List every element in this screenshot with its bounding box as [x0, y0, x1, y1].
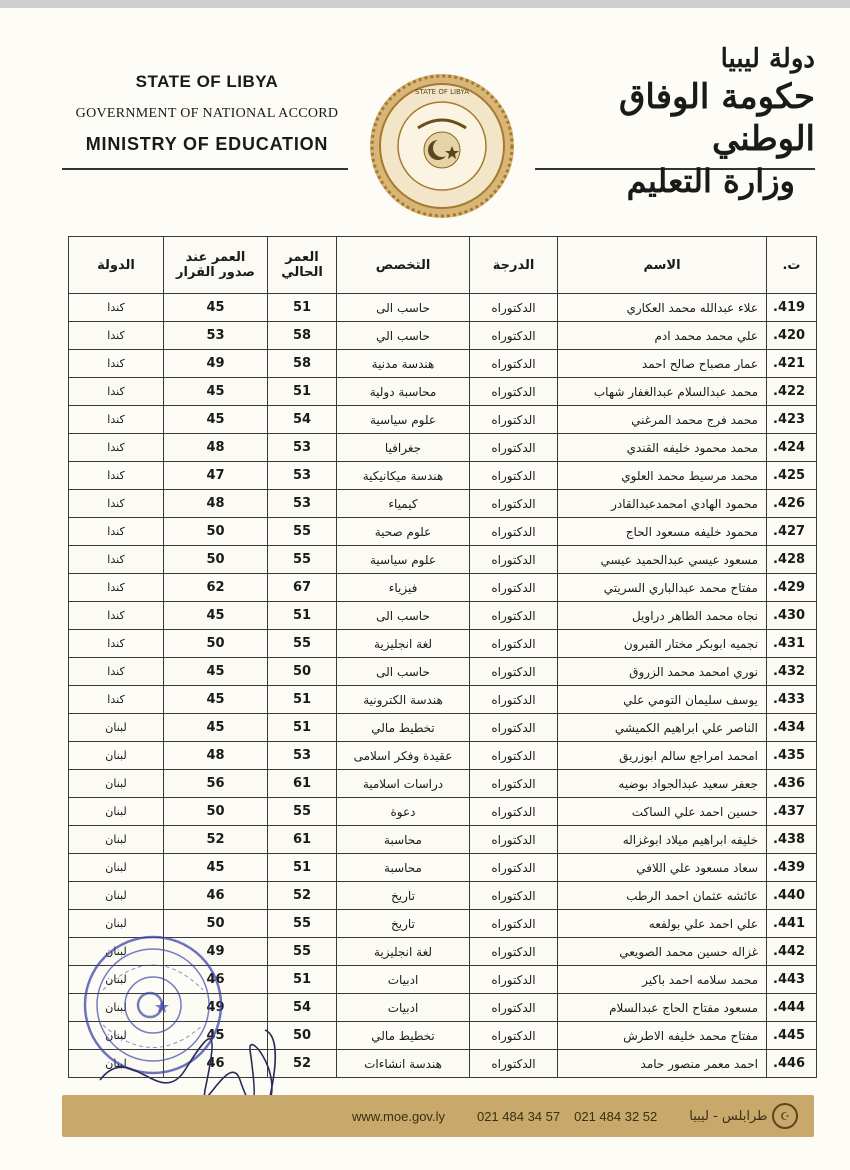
cell-no: 419. — [767, 294, 817, 322]
table-row — [69, 826, 817, 854]
government-title: GOVERNMENT OF NATIONAL ACCORD — [75, 106, 339, 121]
cell-specialty: حاسب الى — [337, 602, 470, 630]
cell-country: لبنان — [69, 994, 164, 1022]
cell-no: 424. — [767, 434, 817, 462]
cell-name: محمد مرسيط محمد العلوي — [558, 462, 767, 490]
cell-name: نجميه ابوبكر مختار القبرون — [558, 630, 767, 658]
cell-current-age: 55 — [268, 798, 337, 826]
cell-age-at-decision: 45 — [164, 602, 268, 630]
cell-degree: الدكتوراه — [470, 462, 558, 490]
cell-name: مفتاح محمد عبدالباري السريتي — [558, 574, 767, 602]
header-english — [62, 72, 352, 155]
table-row — [69, 462, 817, 490]
cell-name: محمد سلامه احمد باكير — [558, 966, 767, 994]
table-row — [69, 770, 817, 798]
cell-name: عائشه عثمان احمد الرطب — [558, 882, 767, 910]
cell-degree: الدكتوراه — [470, 966, 558, 994]
cell-age-at-decision: 45 — [164, 406, 268, 434]
cell-current-age: 54 — [268, 406, 337, 434]
cell-specialty: علوم سياسية — [337, 406, 470, 434]
cell-name: جعفر سعيد عبدالجواد بوضيه — [558, 770, 767, 798]
cell-current-age: 52 — [268, 1050, 337, 1078]
cell-age-at-decision: 50 — [164, 798, 268, 826]
arabic-state-title: دولة ليبيا — [720, 44, 815, 74]
cell-no: 433. — [767, 686, 817, 714]
table-row — [69, 490, 817, 518]
cell-degree: الدكتوراه — [470, 434, 558, 462]
cell-age-at-decision: 52 — [164, 826, 268, 854]
cell-country: كندا — [69, 546, 164, 574]
cell-no: 432. — [767, 658, 817, 686]
cell-degree: الدكتوراه — [470, 714, 558, 742]
cell-age-at-decision: 46 — [164, 882, 268, 910]
cell-no: 421. — [767, 350, 817, 378]
cell-no: 437. — [767, 798, 817, 826]
cell-specialty: تاريخ — [337, 910, 470, 938]
cell-degree: الدكتوراه — [470, 1022, 558, 1050]
cell-degree: الدكتوراه — [470, 322, 558, 350]
cell-no: 435. — [767, 742, 817, 770]
cell-no: 434. — [767, 714, 817, 742]
cell-name: حسين احمد علي الساكت — [558, 798, 767, 826]
cell-age-at-decision: 50 — [164, 518, 268, 546]
cell-degree: الدكتوراه — [470, 294, 558, 322]
table-row — [69, 966, 817, 994]
cell-country: لبنان — [69, 770, 164, 798]
cell-no: 438. — [767, 826, 817, 854]
cell-age-at-decision: 45 — [164, 854, 268, 882]
cell-age-at-decision: 53 — [164, 322, 268, 350]
cell-name: سعاد مسعود علي اللافي — [558, 854, 767, 882]
cell-specialty: هندسة مدنية — [337, 350, 470, 378]
cell-degree: الدكتوراه — [470, 854, 558, 882]
cell-age-at-decision: 48 — [164, 742, 268, 770]
cell-degree: الدكتوراه — [470, 602, 558, 630]
cell-age-at-decision: 62 — [164, 574, 268, 602]
cell-current-age: 52 — [268, 882, 337, 910]
cell-name: محمد عبدالسلام عبدالغفار شهاب — [558, 378, 767, 406]
cell-specialty: علوم سياسية — [337, 546, 470, 574]
table-row — [69, 1022, 817, 1050]
cell-no: 426. — [767, 490, 817, 518]
cell-name: عمار مصباح صالح احمد — [558, 350, 767, 378]
table-row — [69, 798, 817, 826]
cell-country: لبنان — [69, 1050, 164, 1078]
cell-degree: الدكتوراه — [470, 742, 558, 770]
cell-age-at-decision: 48 — [164, 490, 268, 518]
cell-age-at-decision: 46 — [164, 1050, 268, 1078]
cell-specialty: محاسبة دولية — [337, 378, 470, 406]
cell-country: كندا — [69, 462, 164, 490]
table-row — [69, 882, 817, 910]
cell-degree: الدكتوراه — [470, 518, 558, 546]
col-header-no: ت. — [767, 237, 817, 294]
cell-name: غزاله حسين محمد الصويعي — [558, 938, 767, 966]
cell-current-age: 55 — [268, 938, 337, 966]
cell-age-at-decision: 45 — [164, 294, 268, 322]
cell-specialty: هندسة ميكانيكية — [337, 462, 470, 490]
col-header-country: الدولة — [69, 237, 164, 294]
table-row — [69, 854, 817, 882]
cell-current-age: 50 — [268, 658, 337, 686]
cell-current-age: 58 — [268, 322, 337, 350]
cell-name: علاء عبدالله محمد العكاري — [558, 294, 767, 322]
col-header-name: الاسم — [558, 237, 767, 294]
cell-current-age: 53 — [268, 490, 337, 518]
cell-specialty: هندسة الكترونية — [337, 686, 470, 714]
footer-contact — [352, 1095, 768, 1137]
cell-specialty: حاسب الي — [337, 322, 470, 350]
cell-current-age: 61 — [268, 826, 337, 854]
personnel-table — [68, 236, 817, 1078]
cell-degree: الدكتوراه — [470, 910, 558, 938]
cell-specialty: محاسبة — [337, 826, 470, 854]
table-row — [69, 686, 817, 714]
cell-current-age: 58 — [268, 350, 337, 378]
cell-degree: الدكتوراه — [470, 882, 558, 910]
cell-no: 431. — [767, 630, 817, 658]
cell-specialty: فيزياء — [337, 574, 470, 602]
table-row — [69, 322, 817, 350]
cell-no: 436. — [767, 770, 817, 798]
cell-specialty: دعوة — [337, 798, 470, 826]
state-title: STATE OF LIBYA — [135, 72, 279, 91]
cell-degree: الدكتوراه — [470, 994, 558, 1022]
cell-country: كندا — [69, 490, 164, 518]
ministry-seal-icon — [368, 72, 516, 220]
cell-name: يوسف سليمان التومي علي — [558, 686, 767, 714]
header-rule-left — [62, 168, 348, 170]
cell-name: محمد فرج محمد المرغني — [558, 406, 767, 434]
cell-specialty: ادبيات — [337, 966, 470, 994]
footer-phone-1: 021 484 34 57 — [476, 1108, 561, 1124]
scan-top-edge — [0, 0, 850, 8]
table-row — [69, 378, 817, 406]
table-row — [69, 938, 817, 966]
cell-name: احمد معمر منصور حامد — [558, 1050, 767, 1078]
cell-age-at-decision: 56 — [164, 770, 268, 798]
cell-country: لبنان — [69, 882, 164, 910]
table-row — [69, 910, 817, 938]
cell-no: 430. — [767, 602, 817, 630]
seal-top-text: STATE OF LIBYA — [414, 88, 470, 96]
cell-specialty: تاريخ — [337, 882, 470, 910]
cell-no: 446. — [767, 1050, 817, 1078]
cell-age-at-decision: 49 — [164, 994, 268, 1022]
cell-current-age: 50 — [268, 1022, 337, 1050]
cell-current-age: 55 — [268, 546, 337, 574]
table-row — [69, 742, 817, 770]
table-header-row — [69, 237, 817, 294]
cell-name: محمود خليفه مسعود الحاج — [558, 518, 767, 546]
cell-country: كندا — [69, 406, 164, 434]
cell-age-at-decision: 45 — [164, 686, 268, 714]
table-row — [69, 546, 817, 574]
cell-age-at-decision: 50 — [164, 546, 268, 574]
cell-name: مفتاح محمد خليفه الاطرش — [558, 1022, 767, 1050]
cell-age-at-decision: 49 — [164, 938, 268, 966]
table-body — [69, 294, 817, 1078]
cell-country: كندا — [69, 294, 164, 322]
cell-no: 443. — [767, 966, 817, 994]
cell-name: امحمد امراجع سالم ابوزريق — [558, 742, 767, 770]
cell-specialty: جغرافيا — [337, 434, 470, 462]
cell-name: نوري امحمد محمد الزروق — [558, 658, 767, 686]
cell-age-at-decision: 47 — [164, 462, 268, 490]
cell-name: خليفه ابراهيم ميلاد ابوغزاله — [558, 826, 767, 854]
cell-age-at-decision: 45 — [164, 714, 268, 742]
cell-name: علي محمد محمد ادم — [558, 322, 767, 350]
header-arabic — [545, 42, 815, 202]
cell-current-age: 51 — [268, 378, 337, 406]
cell-degree: الدكتوراه — [470, 546, 558, 574]
cell-degree: الدكتوراه — [470, 378, 558, 406]
footer-phone-2: 021 484 32 52 — [574, 1108, 658, 1124]
cell-name: علي احمد علي بولفعه — [558, 910, 767, 938]
table-row — [69, 406, 817, 434]
cell-degree: الدكتوراه — [470, 490, 558, 518]
cell-degree: الدكتوراه — [470, 658, 558, 686]
cell-current-age: 53 — [268, 434, 337, 462]
cell-name: نجاه محمد الطاهر دراويل — [558, 602, 767, 630]
cell-country: كندا — [69, 350, 164, 378]
cell-specialty: هندسة انشاءات — [337, 1050, 470, 1078]
cell-no: 440. — [767, 882, 817, 910]
arabic-government-title: حكومة الوفاق الوطني — [619, 77, 815, 159]
cell-no: 425. — [767, 462, 817, 490]
cell-name: مسعود عيسي عبدالحميد عيسي — [558, 546, 767, 574]
cell-country: لبنان — [69, 1022, 164, 1050]
cell-specialty: محاسبة — [337, 854, 470, 882]
cell-country: لبنان — [69, 742, 164, 770]
cell-age-at-decision: 48 — [164, 434, 268, 462]
table-row — [69, 602, 817, 630]
cell-age-at-decision: 50 — [164, 910, 268, 938]
cell-country: كندا — [69, 602, 164, 630]
cell-current-age: 51 — [268, 602, 337, 630]
cell-no: 441. — [767, 910, 817, 938]
arabic-ministry-title: وزارة التعليم — [626, 162, 795, 200]
cell-country: كندا — [69, 518, 164, 546]
table-row — [69, 294, 817, 322]
cell-specialty: علوم صحية — [337, 518, 470, 546]
cell-country: كندا — [69, 658, 164, 686]
table-row — [69, 714, 817, 742]
cell-country: لبنان — [69, 798, 164, 826]
cell-current-age: 51 — [268, 854, 337, 882]
footer-ministry-logo-icon: ☪ — [772, 1103, 798, 1129]
cell-no: 423. — [767, 406, 817, 434]
cell-no: 442. — [767, 938, 817, 966]
cell-specialty: تخطيط مالي — [337, 1022, 470, 1050]
cell-name: الناصر علي ابراهيم الكميشي — [558, 714, 767, 742]
cell-name: محمود الهادي امحمدعبدالقادر — [558, 490, 767, 518]
table-row — [69, 994, 817, 1022]
ministry-title: MINISTRY OF EDUCATION — [85, 134, 329, 154]
cell-specialty: تخطيط مالي — [337, 714, 470, 742]
table-row — [69, 434, 817, 462]
footer-website-link[interactable]: www.moe.gov.ly — [352, 1108, 445, 1124]
cell-current-age: 55 — [268, 630, 337, 658]
cell-country: لبنان — [69, 910, 164, 938]
cell-country: كندا — [69, 434, 164, 462]
table-row — [69, 350, 817, 378]
cell-degree: الدكتوراه — [470, 770, 558, 798]
cell-specialty: لغة انجليزية — [337, 630, 470, 658]
table-row — [69, 658, 817, 686]
cell-age-at-decision: 45 — [164, 658, 268, 686]
footer-city: طرابلس - ليبيا — [689, 1108, 768, 1124]
table-row — [69, 630, 817, 658]
col-header-age-at-decision: العمر عند صدور القرار — [164, 237, 268, 294]
cell-country: لبنان — [69, 938, 164, 966]
cell-no: 439. — [767, 854, 817, 882]
cell-current-age: 55 — [268, 518, 337, 546]
table-row — [69, 574, 817, 602]
cell-degree: الدكتوراه — [470, 826, 558, 854]
cell-current-age: 51 — [268, 966, 337, 994]
cell-current-age: 53 — [268, 742, 337, 770]
cell-degree: الدكتوراه — [470, 406, 558, 434]
cell-degree: الدكتوراه — [470, 686, 558, 714]
cell-age-at-decision: 46 — [164, 966, 268, 994]
cell-current-age: 51 — [268, 686, 337, 714]
cell-specialty: كيمياء — [337, 490, 470, 518]
cell-name: مسعود مفتاح الحاج عبدالسلام — [558, 994, 767, 1022]
cell-no: 422. — [767, 378, 817, 406]
cell-no: 428. — [767, 546, 817, 574]
cell-age-at-decision: 45 — [164, 378, 268, 406]
col-header-current-age: العمر الحالي — [268, 237, 337, 294]
col-header-specialty: التخصص — [337, 237, 470, 294]
cell-degree: الدكتوراه — [470, 798, 558, 826]
cell-specialty: عقيدة وفكر اسلامى — [337, 742, 470, 770]
cell-current-age: 54 — [268, 994, 337, 1022]
cell-current-age: 67 — [268, 574, 337, 602]
cell-current-age: 55 — [268, 910, 337, 938]
cell-degree: الدكتوراه — [470, 574, 558, 602]
cell-specialty: حاسب الى — [337, 294, 470, 322]
cell-current-age: 51 — [268, 294, 337, 322]
cell-no: 444. — [767, 994, 817, 1022]
cell-current-age: 51 — [268, 714, 337, 742]
footer-band — [62, 1095, 814, 1137]
col-header-degree: الدرجة — [470, 237, 558, 294]
cell-no: 429. — [767, 574, 817, 602]
cell-age-at-decision: 49 — [164, 350, 268, 378]
cell-age-at-decision: 50 — [164, 630, 268, 658]
cell-current-age: 61 — [268, 770, 337, 798]
cell-specialty: حاسب الى — [337, 658, 470, 686]
personnel-table-container — [68, 236, 816, 1078]
cell-no: 427. — [767, 518, 817, 546]
cell-degree: الدكتوراه — [470, 1050, 558, 1078]
cell-degree: الدكتوراه — [470, 938, 558, 966]
cell-degree: الدكتوراه — [470, 350, 558, 378]
cell-specialty: ادبيات — [337, 994, 470, 1022]
cell-country: كندا — [69, 378, 164, 406]
table-row — [69, 1050, 817, 1078]
cell-age-at-decision: 45 — [164, 1022, 268, 1050]
cell-name: محمد محمود خليفه القندي — [558, 434, 767, 462]
cell-country: لبنان — [69, 826, 164, 854]
cell-country: لبنان — [69, 714, 164, 742]
cell-specialty: لغة انجليزية — [337, 938, 470, 966]
cell-country: كندا — [69, 686, 164, 714]
cell-degree: الدكتوراه — [470, 630, 558, 658]
cell-current-age: 53 — [268, 462, 337, 490]
cell-country: كندا — [69, 322, 164, 350]
cell-country: كندا — [69, 630, 164, 658]
cell-no: 420. — [767, 322, 817, 350]
cell-country: لبنان — [69, 966, 164, 994]
cell-no: 445. — [767, 1022, 817, 1050]
cell-specialty: دراسات اسلامية — [337, 770, 470, 798]
cell-country: كندا — [69, 574, 164, 602]
table-row — [69, 518, 817, 546]
cell-country: لبنان — [69, 854, 164, 882]
